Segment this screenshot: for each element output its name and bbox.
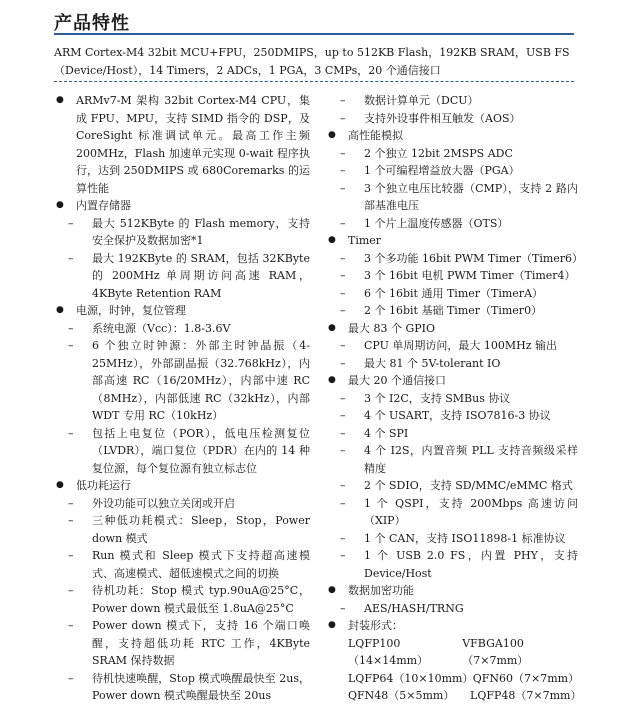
dash-icon: – xyxy=(340,549,346,562)
feature-text: 1 个 USB 2.0 FS，内置 PHY，支持 Device/Host xyxy=(364,549,578,580)
feature-heading xyxy=(54,302,310,320)
feature-text: 4 个 SPI xyxy=(364,426,409,440)
dash-icon: – xyxy=(340,339,346,352)
feature-text: 系统电源（Vcc）：1.8-3.6V xyxy=(92,321,231,335)
feature-text: 最大 512KByte 的 Flash memory，支持安全保护及数据加密*1 xyxy=(92,216,310,247)
dash-icon: – xyxy=(340,94,346,107)
dash-icon: – xyxy=(68,514,74,527)
feature-text: 待机功耗：Stop 模式 typ.90uA@25°C，Power down 模式最低至 1.8uA@25°C xyxy=(92,584,310,615)
dash-icon: – xyxy=(340,601,346,615)
feature-text: 3 个 I2C，支持 SMBus 协议 xyxy=(364,391,511,405)
feature-text: 高性能模拟 xyxy=(348,129,403,142)
feature-subitem xyxy=(326,337,578,355)
feature-text: 电源，时钟，复位管理 xyxy=(76,304,186,317)
feature-subitem xyxy=(326,162,578,180)
dash-icon: – xyxy=(68,216,74,230)
dash-icon: – xyxy=(340,409,346,422)
package-row xyxy=(326,635,578,670)
bullet-dot-icon: ● xyxy=(56,480,64,490)
dash-icon: – xyxy=(68,584,74,597)
feature-text: 数据计算单元（DCU） xyxy=(364,94,479,107)
dash-icon: – xyxy=(68,426,74,440)
feature-text: 2 个 16bit 基础 Timer（Timer0） xyxy=(364,304,543,317)
feature-subitem xyxy=(54,582,310,617)
bullet-dot-icon: ● xyxy=(328,130,336,140)
feature-text: 4 个 I2S，内置音频 PLL 支持音频级采样精度 xyxy=(364,444,578,475)
feature-text: CPU 单周期访问，最大 100MHz 输出 xyxy=(364,339,558,352)
feature-text: 3 个多功能 16bit PWM Timer（Timer6） xyxy=(364,251,584,265)
feature-subitem xyxy=(326,250,584,268)
feature-subitem xyxy=(54,215,310,250)
bullet-dot-icon: ● xyxy=(328,585,336,595)
dash-icon: – xyxy=(340,111,346,125)
feature-subitem xyxy=(326,407,578,425)
feature-text: 3 个独立电压比较器（CMP），支持 2 路内部基准电压 xyxy=(364,181,578,212)
feature-text: 最大 83 个 GPIO xyxy=(348,321,436,335)
feature-subitem xyxy=(326,110,578,128)
feature-text: 2 个独立 12bit 2MSPS ADC xyxy=(364,146,513,160)
feature-subitem xyxy=(326,547,578,582)
package-name: QFN60（7×7mm） xyxy=(472,671,580,685)
dash-icon: – xyxy=(340,479,346,492)
package-name: LQFP48（7×7mm） xyxy=(470,689,582,702)
dash-icon: – xyxy=(340,356,346,370)
feature-heading xyxy=(326,232,578,250)
feature-subitem xyxy=(54,512,310,547)
dash-icon: – xyxy=(340,164,346,177)
package-list xyxy=(326,635,582,705)
package-name: VFBGA100（7×7mm） xyxy=(462,636,529,667)
feature-text: ARMv7-M 架构 32bit Cortex-M4 CPU，集成 FPU、MPU，支持 SIMD 指令的 DSP，及 CoreSight 标准调试单元。最高工作主频 200MHz，Flash 加速单元实现 0-wait 程序执行，达到 250DMIPS 或 680Coremarks 的运算性能 xyxy=(76,94,310,195)
dash-icon: – xyxy=(340,269,346,282)
feature-text: 封装形式： xyxy=(348,619,403,632)
feature-text: 1 个 CAN，支持 ISO11898-1 标准协议 xyxy=(364,531,566,545)
bullet-dot-icon: ● xyxy=(56,200,64,210)
bullet-dot-icon: ● xyxy=(328,375,336,385)
feature-text: AES/HASH/TRNG xyxy=(364,601,464,615)
feature-subitem xyxy=(54,337,310,425)
feature-text: Run 模式和 Sleep 模式下支持超高速模式、高速模式、超低速模式之间的切换 xyxy=(92,549,310,580)
feature-subitem xyxy=(326,600,578,618)
feature-text: 6 个独立时钟源：外部主时钟晶振（4-25MHz），外部副晶振（32.768kHz），内部高速 RC（16/20MHz），内部中速 RC（8MHz），内部低速 RC（32kHz），内部 WDT 专用 RC（10kHz） xyxy=(92,339,310,422)
dash-icon: – xyxy=(68,671,74,685)
feature-heading xyxy=(326,372,578,390)
feature-list-right xyxy=(326,92,584,635)
bullet-dot-icon: ● xyxy=(56,95,64,105)
feature-subitem xyxy=(54,670,310,705)
feature-subitem xyxy=(54,547,310,582)
dash-icon: – xyxy=(68,251,74,265)
feature-heading xyxy=(326,320,578,338)
feature-subitem xyxy=(54,320,310,338)
feature-subitem xyxy=(54,617,310,670)
dash-icon: – xyxy=(68,496,74,510)
summary-rule xyxy=(54,81,574,82)
feature-subitem xyxy=(54,495,310,513)
dash-icon: – xyxy=(340,181,346,195)
feature-subitem xyxy=(326,425,578,443)
feature-subitem xyxy=(326,92,578,110)
dash-icon: – xyxy=(340,146,346,160)
bullet-dot-icon: ● xyxy=(328,322,336,333)
feature-subitem xyxy=(326,145,578,163)
bullet-dot-icon: ● xyxy=(328,620,336,630)
dash-icon: – xyxy=(340,496,346,510)
feature-heading xyxy=(326,582,578,600)
dash-icon: – xyxy=(340,304,346,317)
feature-subitem xyxy=(326,215,578,233)
feature-subitem xyxy=(326,495,578,530)
feature-text: 待机快速唤醒，Stop 模式唤醒最快至 2us，Power down 模式唤醒最快至 20us xyxy=(92,671,310,702)
feature-subitem xyxy=(54,250,310,303)
feature-text: 最大 20 个通信接口 xyxy=(348,374,446,387)
feature-heading xyxy=(326,617,578,635)
feature-subitem xyxy=(326,302,578,320)
package-row xyxy=(326,687,582,705)
bullet-dot-icon: ● xyxy=(328,235,336,245)
dash-icon: – xyxy=(340,286,346,300)
feature-column-left xyxy=(54,92,310,705)
feature-text: 1 个 QSPI，支持 200Mbps 高速访问（XIP） xyxy=(364,496,578,527)
dash-icon: – xyxy=(340,444,346,457)
feature-text: Power down 模式下，支持 16 个端口唤醒，支持超低功耗 RTC 工作，4KByte SRAM 保持数据 xyxy=(92,619,310,667)
feature-subitem xyxy=(326,530,578,548)
feature-text: 内置存储器 xyxy=(76,199,131,212)
feature-heading xyxy=(54,92,310,197)
dash-icon: – xyxy=(68,619,74,632)
feature-subitem xyxy=(326,267,578,285)
feature-text: 3 个 16bit 电机 PWM Timer（Timer4） xyxy=(364,269,576,282)
bullet-dot-icon: ● xyxy=(56,305,64,315)
dash-icon: – xyxy=(340,531,346,545)
feature-subitem xyxy=(54,425,310,478)
feature-subitem xyxy=(326,477,578,495)
feature-text: Timer xyxy=(348,234,382,247)
dash-icon: – xyxy=(340,216,346,230)
feature-text: 4 个 USART，支持 ISO7816-3 协议 xyxy=(364,409,551,422)
feature-text: 1 个片上温度传感器（OTS） xyxy=(364,216,509,230)
feature-text: 最大 81 个 5V-tolerant IO xyxy=(364,356,501,370)
feature-text: 最大 192KByte 的 SRAM，包括 32KByte 的 200MHz 单周期访问高速 RAM，4KByte Retention RAM xyxy=(92,251,310,300)
feature-subitem xyxy=(326,390,578,408)
feature-column-right xyxy=(326,92,584,705)
dash-icon: – xyxy=(68,549,74,562)
package-name: LQFP100（14×14mm） xyxy=(348,636,429,667)
feature-subitem xyxy=(326,285,578,303)
dash-icon: – xyxy=(340,426,346,440)
dash-icon: – xyxy=(340,391,346,405)
feature-text: 三种低功耗模式：Sleep，Stop，Power down 模式 xyxy=(92,514,310,545)
feature-subitem xyxy=(326,442,578,477)
feature-heading xyxy=(326,127,578,145)
summary-text: ARM Cortex-M4 32bit MCU+FPU，250DMIPS，up to 512KB Flash，192KB SRAM，USB FS（Device/Host），14 Timers，2 ADCs，1 PGA，3 CMPs，20 个通信接口 xyxy=(54,46,570,77)
title-rule xyxy=(54,33,574,35)
feature-text: 低功耗运行 xyxy=(76,479,131,492)
dash-icon: – xyxy=(340,251,346,265)
feature-subitem xyxy=(326,355,578,373)
feature-text: 数据加密功能 xyxy=(348,584,414,597)
package-row xyxy=(326,670,578,688)
feature-text: 外设功能可以独立关闭或开启 xyxy=(92,496,235,510)
section-title: 产品特性 xyxy=(54,13,130,34)
dash-icon: – xyxy=(68,339,74,352)
package-name: LQFP64（10×10mm） xyxy=(348,671,474,685)
feature-subitem xyxy=(326,180,578,215)
feature-heading xyxy=(54,197,310,215)
package-name: QFN48（5×5mm） xyxy=(348,689,455,702)
feature-text: 1 个可编程增益放大器（PGA） xyxy=(364,164,520,177)
dash-icon: – xyxy=(68,321,74,335)
feature-text: 支持外设事件相互触发（AOS） xyxy=(364,111,521,125)
feature-text: 包括上电复位（POR），低电压检测复位（LVDR），端口复位（PDR）在内的 14 种复位源，每个复位源有独立标志位 xyxy=(92,426,310,475)
feature-text: 2 个 SDIO，支持 SD/MMC/eMMC 格式 xyxy=(364,479,573,492)
feature-text: 6 个 16bit 通用 Timer（TimerA） xyxy=(364,286,544,300)
feature-heading xyxy=(54,477,310,495)
